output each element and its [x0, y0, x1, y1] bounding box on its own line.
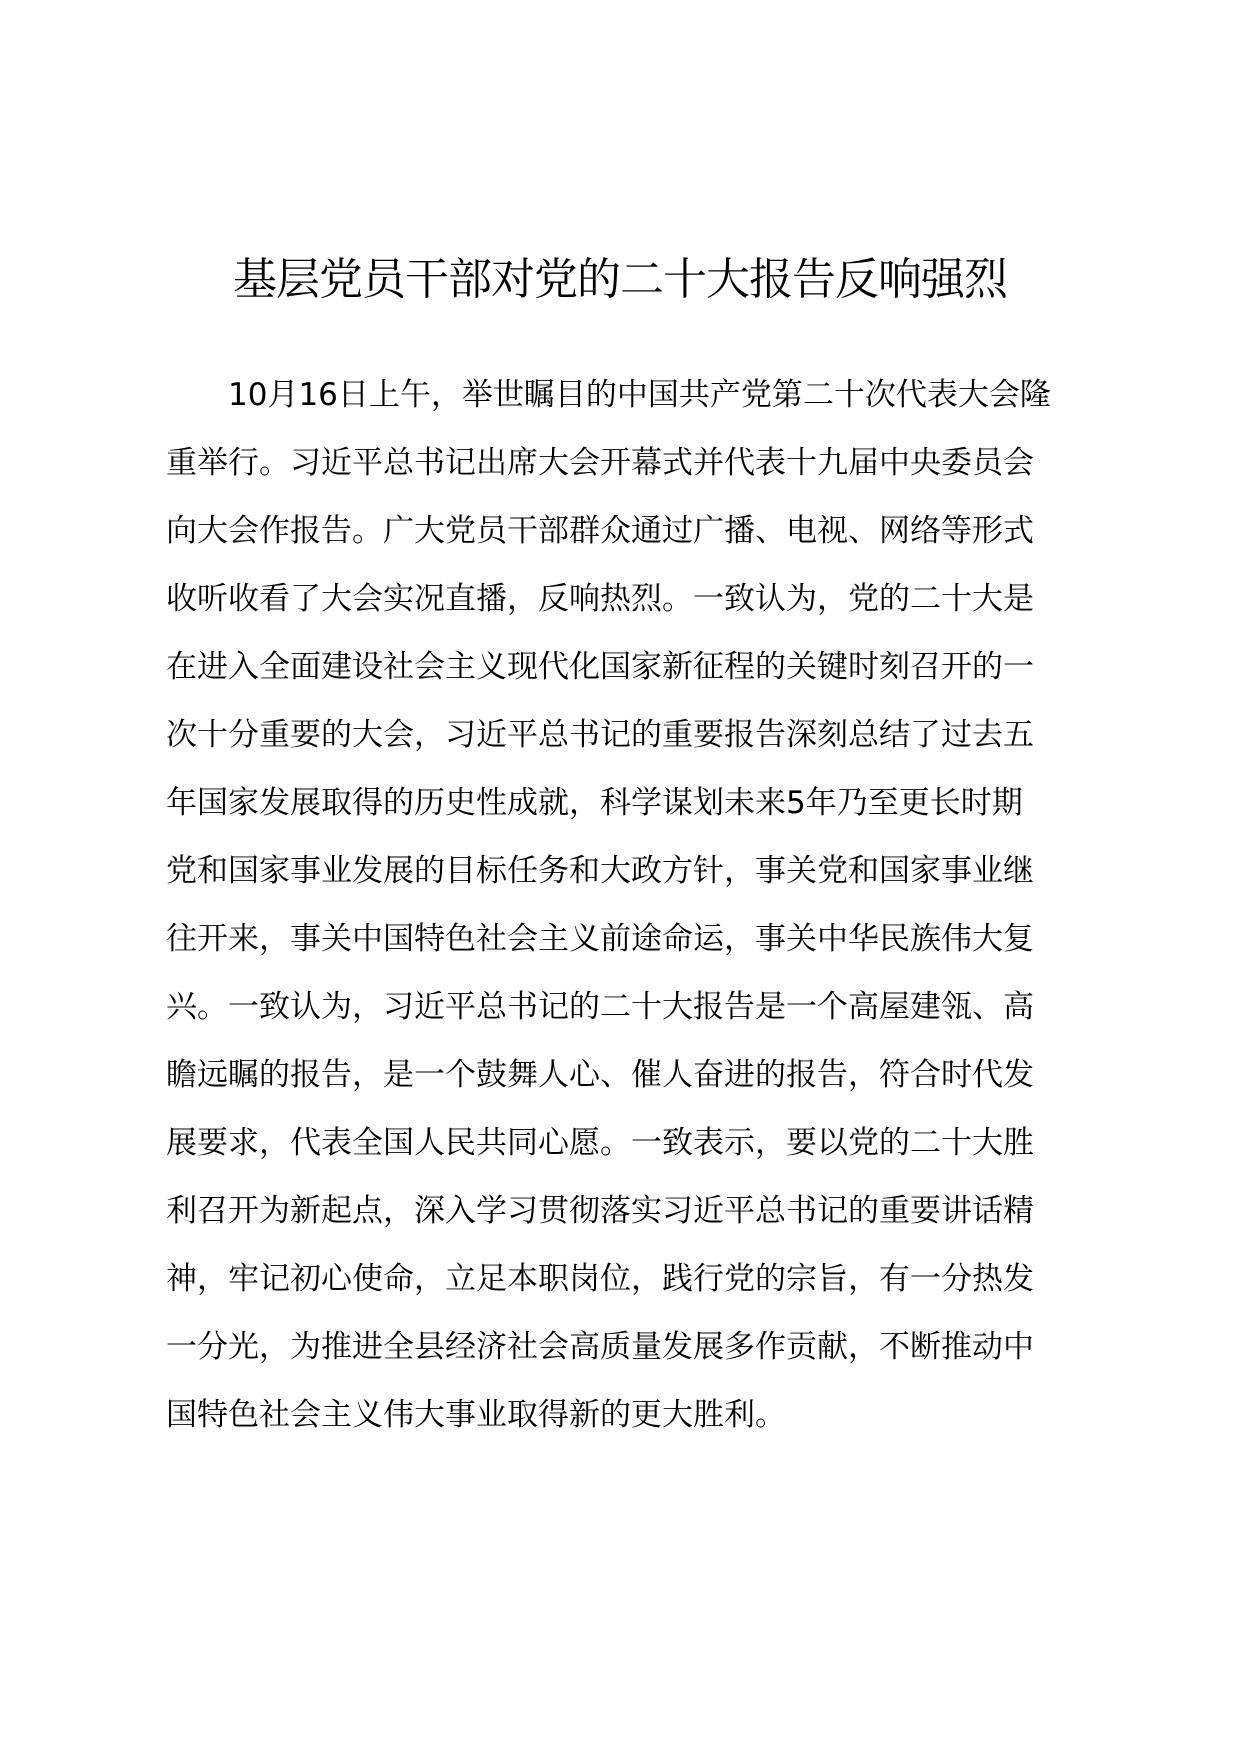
- paragraph-line: 重举行。习近平总书记出席大会开幕式并代表十九届中央委员会: [166, 445, 1034, 481]
- body-paragraph: [166, 361, 1094, 1449]
- paragraph-line: 神，牢记初心使命，立足本职岗位，践行党的宗旨，有一分热发: [166, 1261, 1034, 1297]
- paragraph-line: 一分光，为推进全县经济社会高质量发展多作贡献，不断推动中: [166, 1329, 1034, 1365]
- paragraph-line: 利召开为新起点，深入学习贯彻落实习近平总书记的重要讲话精: [166, 1193, 1034, 1229]
- paragraph-line: 年国家发展取得的历史性成就，科学谋划未来5年乃至更长时期: [166, 785, 1023, 821]
- paragraph-line: 国特色社会主义伟大事业取得新的更大胜利。: [166, 1397, 786, 1433]
- paragraph-line: 兴。一致认为，习近平总书记的二十大报告是一个高屋建瓴、高: [166, 989, 1034, 1025]
- paragraph-line: 往开来，事关中国特色社会主义前途命运，事关中华民族伟大复: [166, 921, 1034, 957]
- paragraph-line: 党和国家事业发展的目标任务和大政方针，事关党和国家事业继: [166, 853, 1034, 889]
- document-title: 基层党员干部对党的二十大报告反响强烈: [233, 254, 1007, 305]
- paragraph-line: 次十分重要的大会，习近平总书记的重要报告深刻总结了过去五: [166, 717, 1034, 753]
- paragraph-line: 在进入全面建设社会主义现代化国家新征程的关键时刻召开的一: [166, 649, 1034, 685]
- paragraph-line: 瞻远瞩的报告，是一个鼓舞人心、催人奋进的报告，符合时代发: [166, 1057, 1034, 1093]
- paragraph-line: 10月16日上午，举世瞩目的中国共产党第二十次代表大会隆: [228, 377, 1051, 413]
- paragraph-line: 向大会作报告。广大党员干部群众通过广播、电视、网络等形式: [166, 513, 1034, 549]
- paragraph-line: 展要求，代表全国人民共同心愿。一致表示，要以党的二十大胜: [166, 1125, 1034, 1161]
- paragraph-line: 收听收看了大会实况直播，反响热烈。一致认为，党的二十大是: [166, 581, 1034, 617]
